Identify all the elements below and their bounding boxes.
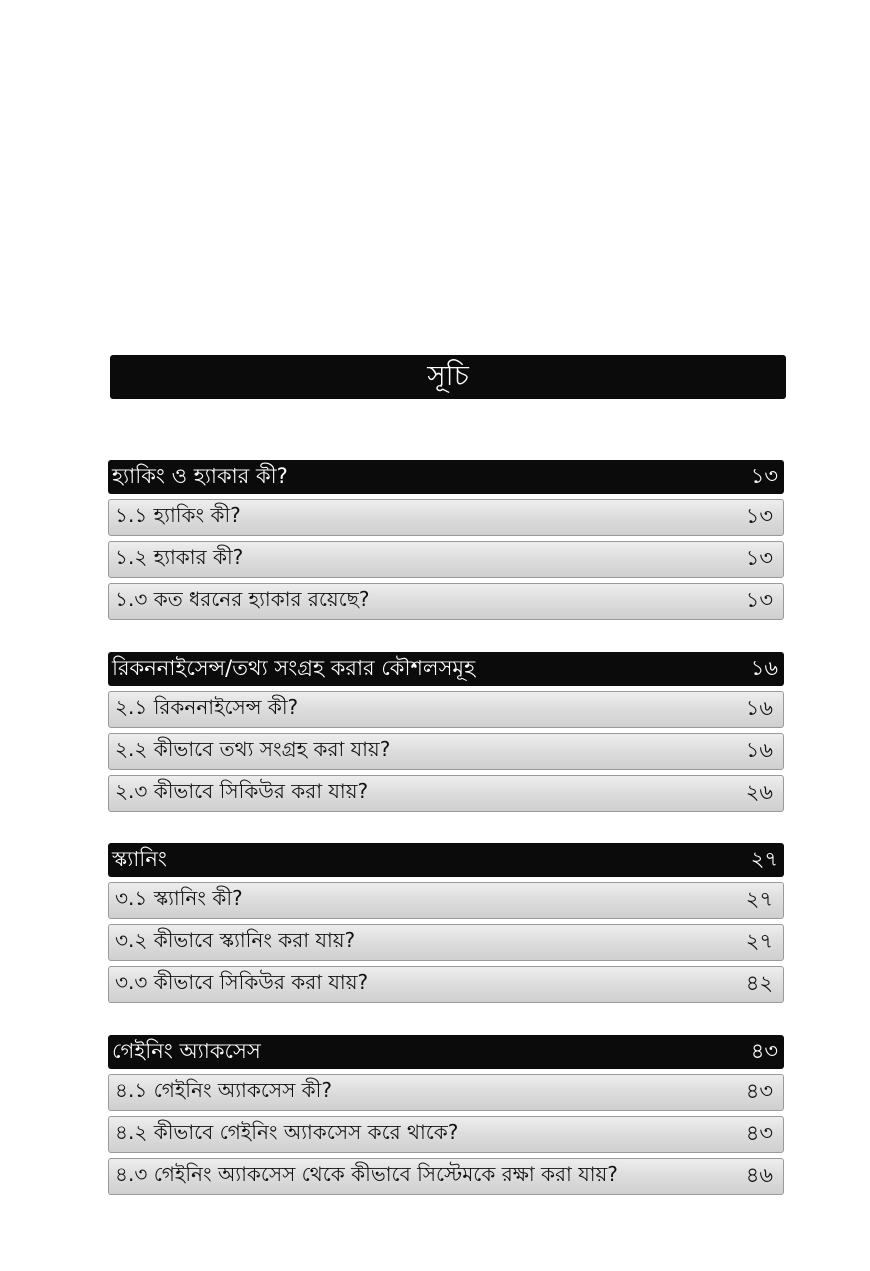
section-heading: গেইনিং অ্যাকসেস xyxy=(112,1038,261,1063)
section-heading: স্ক্যানিং xyxy=(112,846,167,871)
entry-page-number: ২৭ xyxy=(745,929,773,953)
entry-page-number: ১৬ xyxy=(745,738,773,762)
section-header[interactable] xyxy=(108,652,784,686)
section-page-number: ২৭ xyxy=(750,846,778,871)
entry-label: ৩.১ স্ক্যানিং কী? xyxy=(115,886,243,910)
toc-entry[interactable] xyxy=(108,924,784,961)
entry-page-number: ৪৩ xyxy=(745,1079,773,1103)
entry-page-number: ৪২ xyxy=(745,971,773,995)
entry-page-number: ১৩ xyxy=(745,546,773,570)
section-header[interactable] xyxy=(108,843,784,877)
section-page-number: ১৩ xyxy=(750,463,778,488)
entry-page-number: ৪৩ xyxy=(745,1121,773,1145)
entry-label: ৪.১ গেইনিং অ্যাকসেস কী? xyxy=(115,1078,332,1102)
section-header[interactable] xyxy=(108,1035,784,1069)
toc-section-1 xyxy=(108,460,784,620)
section-page-number: ৪৩ xyxy=(750,1038,778,1063)
toc-entry[interactable] xyxy=(108,541,784,578)
toc-entry[interactable] xyxy=(108,1074,784,1111)
entry-label: ১.১ হ্যাকিং কী? xyxy=(115,503,241,527)
toc-entry[interactable] xyxy=(108,882,784,919)
entry-label: ২.৩ কীভাবে সিকিউর করা যায়? xyxy=(115,779,369,803)
toc-entry[interactable] xyxy=(108,1158,784,1195)
toc-section-2 xyxy=(108,652,784,812)
entry-label: ৩.৩ কীভাবে সিকিউর করা যায়? xyxy=(115,970,369,994)
entry-label: ১.৩ কত ধরনের হ্যাকার রয়েছে? xyxy=(115,587,370,611)
section-heading: রিকননাইসেন্স/তথ্য সংগ্রহ করার কৌশলসমূহ xyxy=(112,655,476,680)
toc-entry[interactable] xyxy=(108,1116,784,1153)
section-header[interactable] xyxy=(108,460,784,494)
toc-title: সূচি xyxy=(110,355,786,399)
toc-entry[interactable] xyxy=(108,691,784,728)
entry-page-number: ১৩ xyxy=(745,588,773,612)
entry-page-number: ১৩ xyxy=(745,504,773,528)
section-page-number: ১৬ xyxy=(750,655,778,680)
toc-section-3 xyxy=(108,843,784,1003)
entry-page-number: ২৭ xyxy=(745,887,773,911)
toc-entry[interactable] xyxy=(108,583,784,620)
toc-entry[interactable] xyxy=(108,775,784,812)
entry-label: ১.২ হ্যাকার কী? xyxy=(115,545,244,569)
entry-label: ৪.২ কীভাবে গেইনিং অ্যাকসেস করে থাকে? xyxy=(115,1120,459,1144)
entry-page-number: ২৬ xyxy=(745,780,773,804)
toc-entry[interactable] xyxy=(108,733,784,770)
entry-label: ২.২ কীভাবে তথ্য সংগ্রহ করা যায়? xyxy=(115,737,391,761)
toc-section-4 xyxy=(108,1035,784,1195)
toc-entry[interactable] xyxy=(108,499,784,536)
section-heading: হ্যাকিং ও হ্যাকার কী? xyxy=(112,463,288,488)
toc-entry[interactable] xyxy=(108,966,784,1003)
entry-label: ২.১ রিকননাইসেন্স কী? xyxy=(115,695,299,719)
entry-page-number: ১৬ xyxy=(745,696,773,720)
entry-label: ৩.২ কীভাবে স্ক্যানিং করা যায়? xyxy=(115,928,356,952)
entry-page-number: ৪৬ xyxy=(745,1163,773,1187)
entry-label: ৪.৩ গেইনিং অ্যাকসেস থেকে কীভাবে সিস্টেমকে রক্ষা করা যায়? xyxy=(115,1162,618,1186)
